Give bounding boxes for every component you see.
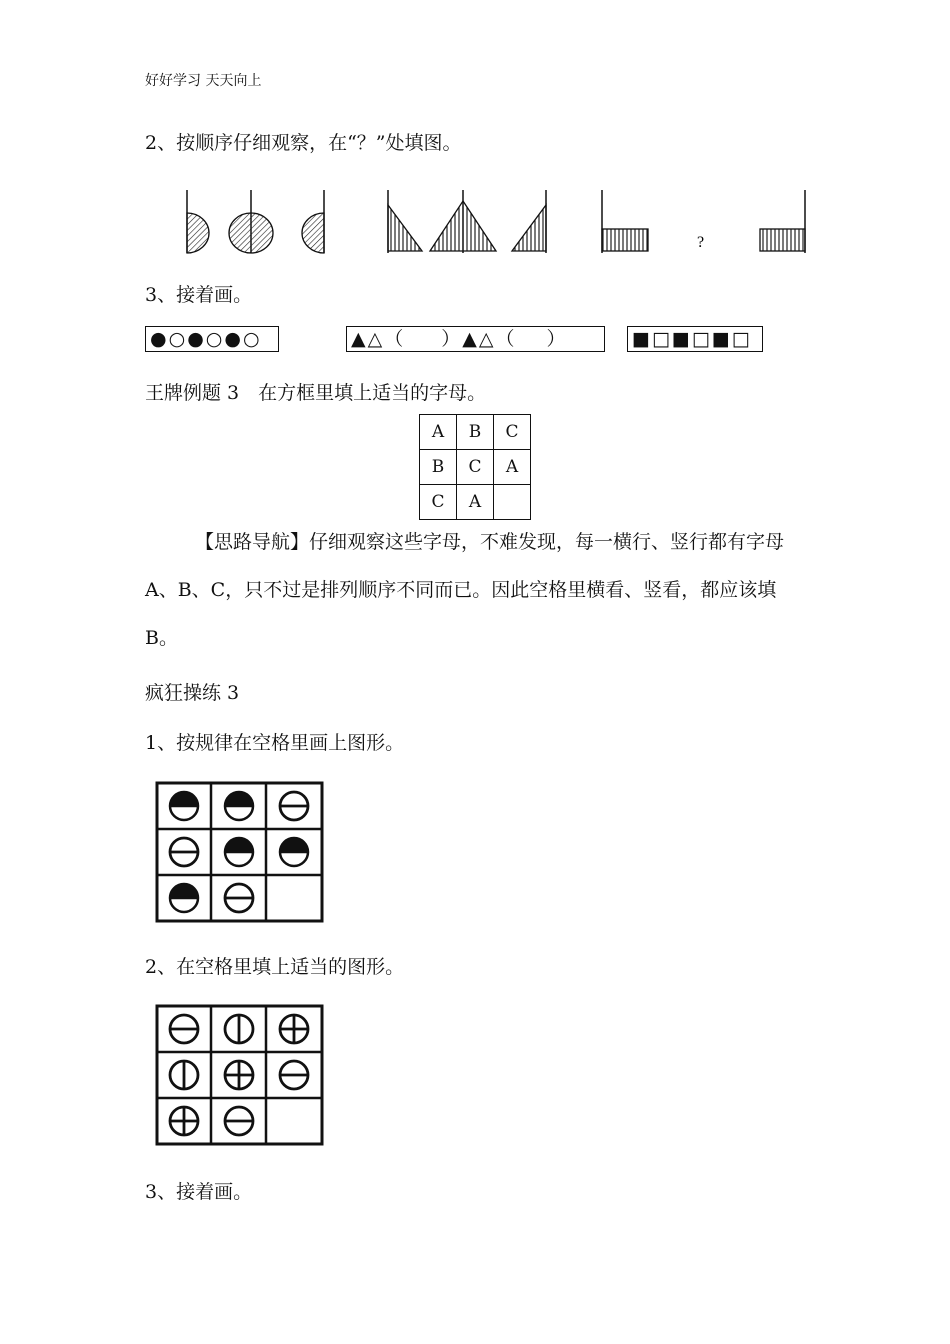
grid-cell: C [420, 485, 457, 520]
practice-1-title: 1、按规律在空格里画上图形。 [145, 732, 405, 754]
circle-half-top-icon [225, 792, 253, 820]
circle-minus-icon [170, 1015, 198, 1043]
question-2-title: 2、按顺序仔细观察，在“？”处填图。 [145, 132, 462, 154]
question-mark: ? [697, 234, 705, 251]
grid-cell: C [457, 450, 494, 485]
practice-3-draw-title: 3、接着画。 [145, 1181, 253, 1203]
practice-3-title: 疯狂操练 3 [145, 682, 240, 704]
circle-bar-icon [225, 1015, 253, 1043]
filled-triangle-icon: ▲ [462, 327, 477, 350]
filled-circle-icon: ● [224, 327, 241, 350]
circle-minus-icon [170, 838, 198, 866]
open-paren: （ [495, 327, 515, 350]
circle-pattern-grid-1 [153, 780, 328, 925]
circle-bar-icon [170, 1061, 198, 1089]
circle-minus-icon [225, 884, 253, 912]
sequence-box-triangles [346, 326, 605, 352]
empty-triangle-icon: △ [367, 327, 383, 350]
circle-half-top-icon [170, 792, 198, 820]
empty-square-icon: □ [731, 327, 750, 350]
letter-grid [419, 414, 531, 520]
hint-label: 【思路导航】 [195, 531, 310, 553]
grid-cell: B [420, 450, 457, 485]
practice-2-title: 2、在空格里填上适当的图形。 [145, 956, 405, 978]
circle-plus-icon [170, 1107, 198, 1135]
circle-minus-icon [225, 1107, 253, 1135]
close-paren: ） [441, 327, 461, 350]
empty-circle-icon: ○ [205, 327, 223, 350]
filled-square-icon: ■ [632, 327, 650, 350]
example-3-title: 王牌例题 3 在方框里填上适当的字母。 [145, 382, 487, 404]
close-paren: ） [546, 327, 566, 350]
circle-minus-icon [280, 792, 308, 820]
circle-half-top-icon [170, 884, 198, 912]
grid-cell: A [420, 415, 457, 450]
sequence-box-squares [627, 326, 763, 352]
question-3-title: 3、接着画。 [145, 284, 253, 306]
circle-plus-icon [280, 1015, 308, 1043]
circle-plus-icon [225, 1061, 253, 1089]
empty-square-icon: □ [651, 327, 670, 350]
open-paren: （ [384, 327, 404, 350]
empty-circle-icon: ○ [168, 327, 186, 350]
grid-cell: B [457, 415, 494, 450]
isosceles-triangle [430, 190, 496, 253]
shape-sequence-figure [170, 185, 820, 260]
empty-circle-icon: ○ [242, 327, 260, 350]
grid-cell: A [494, 450, 531, 485]
circle-pattern-grid-2 [153, 1003, 343, 1148]
half-circle-left [302, 190, 324, 253]
grid-cell-blank [494, 485, 531, 520]
empty-square-icon: □ [691, 327, 710, 350]
sequence-box-circles [145, 326, 279, 352]
circle-half-top-icon [280, 838, 308, 866]
right-triangle-right [388, 190, 422, 253]
circle-minus-icon [280, 1061, 308, 1089]
hint-paragraph [145, 518, 807, 662]
circle-half-top-icon [225, 838, 253, 866]
rectangle-left [760, 190, 805, 253]
hint-text: 仔细观察这些字母，不难发现，每一横行、竖行都有字母 A、B、C，只不过是排列顺序不同而已。因此空格里横看、竖看，都应该填 B。 [145, 531, 785, 649]
right-triangle-left [512, 190, 546, 253]
filled-square-icon: ■ [711, 327, 730, 350]
filled-square-icon: ■ [671, 327, 690, 350]
filled-triangle-icon: ▲ [351, 327, 366, 350]
filled-circle-icon: ● [187, 327, 204, 350]
filled-circle-icon: ● [150, 327, 167, 350]
grid-cell: A [457, 485, 494, 520]
rectangle-right [602, 190, 648, 253]
full-circle [229, 190, 273, 253]
grid-cell: C [494, 415, 531, 450]
page-header: 好好学习 天天向上 [145, 73, 262, 89]
half-circle-right [187, 190, 209, 253]
empty-triangle-icon: △ [478, 327, 494, 350]
